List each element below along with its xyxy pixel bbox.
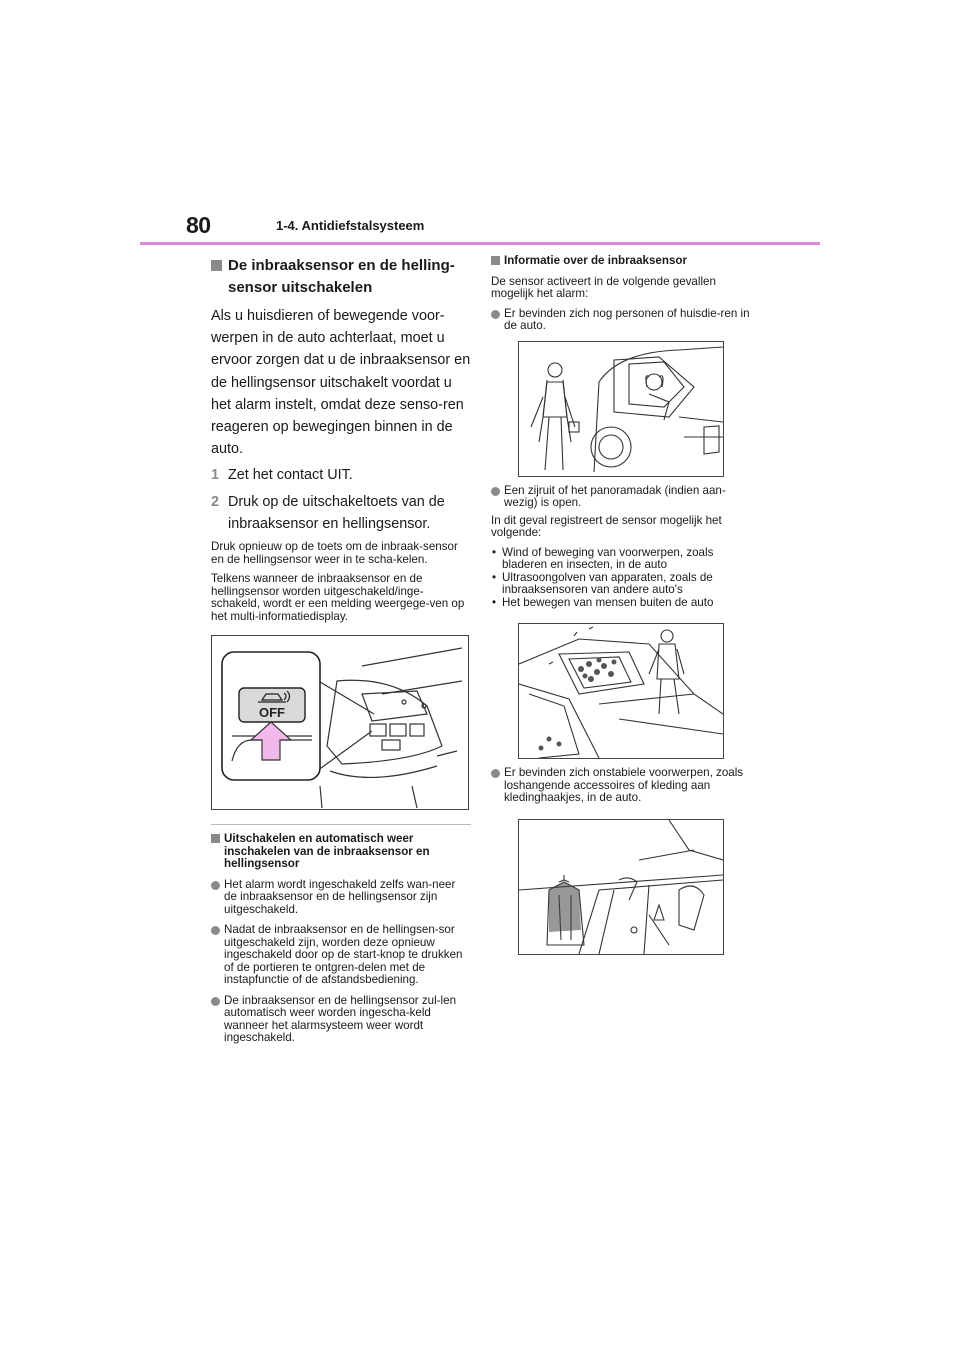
left-column xyxy=(211,255,471,1053)
list-item: De inbraaksensor en de hellingsensor zul-len automatisch weer worden ingescha-keld wanneer het alarmsysteem weer wordt ingeschakeld. xyxy=(211,995,471,1045)
square-bullet-icon xyxy=(491,256,500,265)
open-roof-illustration xyxy=(518,623,724,759)
list-item: Er bevinden zich nog personen of huisdie-ren in de auto. xyxy=(491,308,755,333)
overhead-console-drawing xyxy=(212,636,468,809)
pet-in-car-illustration xyxy=(518,341,724,477)
right-column xyxy=(491,255,755,955)
note-paragraph: Druk opnieuw op de toets om de inbraak-sensor en de hellingsensor weer in te scha-kelen. xyxy=(211,540,458,566)
page-number: 80 xyxy=(186,212,211,238)
list-item: Een zijruit of het panoramadak (indien aan-wezig) is open. xyxy=(491,485,755,510)
list-item: Er bevinden zich onstabiele voorwerpen, zoals loshangende accessoires of kleding aan kledinghaakjes, in de auto. xyxy=(491,767,755,805)
round-bullet-icon xyxy=(491,487,500,496)
step-1: 1 Zet het contact UIT. xyxy=(211,464,471,486)
section-title: 1-4. Antidiefstalsysteem xyxy=(276,218,425,233)
subsection-heading: Informatie over de inbraaksensor xyxy=(491,255,755,268)
overhead-console-illustration xyxy=(211,635,469,810)
hanging-clothes-drawing xyxy=(519,820,723,954)
off-button-label: OFF xyxy=(259,705,285,721)
step-number: 2 xyxy=(211,493,220,510)
round-bullet-icon xyxy=(491,769,500,778)
list-item: Het alarm wordt ingeschakeld zelfs wan-neer de inbraaksensor en de hellingsensor zijn uitgeschakeld. xyxy=(211,879,471,917)
subsection-heading: Uitschakelen en automatisch weer inschakelen van de inbraaksensor en hellingsensor xyxy=(211,833,471,871)
list-item: Nadat de inbraaksensor en de hellingsen-sor uitgeschakeld zijn, worden deze opnieuw ingeschakeld door op de start-knop te drukken of de portieren te ontgren-delen met de instapfunctie of de afstandsbediening. xyxy=(211,924,471,987)
header-divider xyxy=(140,242,820,245)
paragraph: In dit geval registreert de sensor mogelijk het volgende: xyxy=(491,513,722,539)
round-bullet-icon xyxy=(211,881,220,890)
pet-in-car-drawing xyxy=(519,342,723,476)
sub-list-item: • Ultrasoongolven van apparaten, zoals de inbraaksensoren van andere auto's xyxy=(492,570,713,596)
round-bullet-icon xyxy=(491,310,500,319)
square-bullet-icon xyxy=(211,834,220,843)
square-bullet-icon xyxy=(211,260,222,271)
note-paragraph: Telkens wanneer de inbraaksensor en de hellingsensor worden uitgeschakeld/inge-schakeld, wordt er een melding weergege-ven op het multi-informatiedisplay. xyxy=(211,572,465,623)
step-number: 1 xyxy=(211,467,220,484)
sub-list-item: • Het bewegen van mensen buiten de auto xyxy=(492,595,714,609)
sub-list-item: • Wind of beweging van voorwerpen, zoals bladeren en insecten, in de auto xyxy=(492,545,714,571)
hanging-clothes-illustration xyxy=(518,819,724,955)
open-roof-drawing xyxy=(519,624,723,758)
intro-paragraph: Als u huisdieren of bewegende voor-werpen in de auto achterlaat, moet u ervoor zorgen dat u de inbraaksensor en de hellingsensor uitschakelt voordat u het alarm instelt, omdat deze senso-ren reageren op bewegingen binnen in de auto. xyxy=(211,308,471,458)
step-2: 2 Druk op de uitschakeltoets van de inbraaksensor en hellingsensor. xyxy=(211,491,471,535)
round-bullet-icon xyxy=(211,926,220,935)
round-bullet-icon xyxy=(211,997,220,1006)
section-heading: De inbraaksensor en de helling-sensor uitschakelen xyxy=(211,255,471,299)
intro-paragraph: De sensor activeert in de volgende gevallen mogelijk het alarm: xyxy=(491,274,716,300)
section-divider xyxy=(211,824,471,825)
